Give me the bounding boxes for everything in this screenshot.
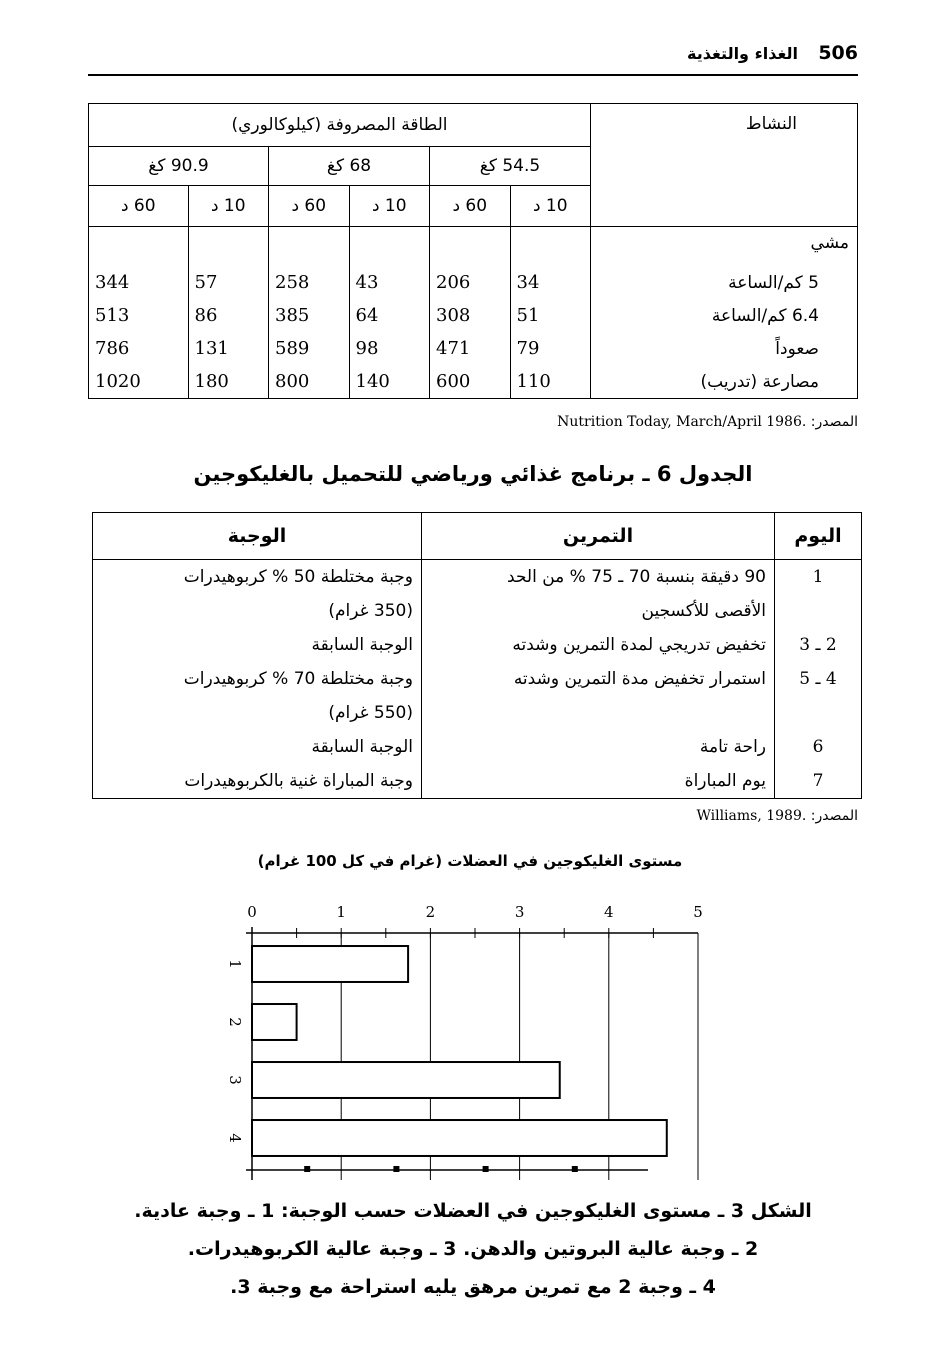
x-tick-label: 2 (425, 903, 436, 921)
chart-title: مستوى الغليكوجين في العضلات (غرام في كل 100 غرام) (257, 852, 683, 870)
exercise-header: التمرين (422, 513, 775, 560)
exercise-cell: تخفيض تدريجي لمدة التمرين وشدته (422, 628, 775, 662)
day-cell: 2 ـ 3 (775, 628, 862, 662)
day-cell: 6 (775, 730, 862, 764)
duration-header: 10 د (349, 186, 430, 227)
value-cell: 131 (188, 332, 269, 365)
x-tick-label: 5 (693, 903, 703, 921)
table-row (93, 730, 862, 764)
value-cell: 86 (188, 299, 269, 332)
x-tick-label: 1 (336, 903, 346, 921)
bar (252, 1062, 560, 1098)
value-cell: 140 (349, 365, 430, 399)
exercise-cell: استمرار تخفيض مدة التمرين وشدته (422, 662, 775, 696)
value-cell: 600 (430, 365, 511, 399)
meal-cell: وجبة المباراة غنية بالكربوهيدرات (93, 764, 422, 799)
source-label: المصدر: (810, 808, 858, 824)
activity-cell: 5 كم/الساعة (591, 266, 858, 299)
source-label: المصدر: (810, 414, 858, 430)
exercise-cell: الأقصى للأكسجين (422, 594, 775, 628)
table-row (89, 299, 858, 332)
page-number: 506 (818, 42, 858, 64)
energy-table (88, 103, 858, 399)
axis-marker (304, 1166, 310, 1172)
category-label: 3 (226, 1075, 244, 1085)
value-cell: 786 (89, 332, 189, 365)
table-row (93, 764, 862, 799)
weight-header: 68 كغ (269, 147, 430, 186)
day-cell (775, 696, 862, 730)
meal-cell: (550 غرام) (93, 696, 422, 730)
program-table (92, 512, 862, 799)
table-row (93, 594, 862, 628)
value-cell: 206 (430, 266, 511, 299)
duration-header: 10 د (188, 186, 269, 227)
meal-cell: الوجبة السابقة (93, 730, 422, 764)
activity-cell: 6.4 كم/الساعة (591, 299, 858, 332)
bar (252, 946, 408, 982)
energy-header: الطاقة المصروفة (كيلوكالوري) (89, 104, 591, 147)
source-text: Nutrition Today, March/April 1986. (557, 414, 807, 430)
value-cell: 344 (89, 266, 189, 299)
running-title: الغذاء والتغذية (687, 44, 798, 63)
day-cell (775, 594, 862, 628)
value-cell: 471 (430, 332, 511, 365)
activity-cell: صعوداً (591, 332, 858, 365)
duration-header: 10 د (510, 186, 591, 227)
x-tick-label: 3 (514, 903, 525, 921)
activity-header: النشاط (591, 104, 858, 227)
value-cell: 43 (349, 266, 430, 299)
meal-cell: وجبة مختلطة 50 % كربوهيدرات (93, 560, 422, 595)
exercise-cell: يوم المباراة (422, 764, 775, 799)
value-cell: 180 (188, 365, 269, 399)
table-row (93, 560, 862, 595)
table1-source (88, 414, 858, 430)
axis-marker (572, 1166, 578, 1172)
value-cell: 1020 (89, 365, 189, 399)
day-header: اليوم (775, 513, 862, 560)
meal-header: الوجبة (93, 513, 422, 560)
table-row (89, 332, 858, 365)
duration-header: 60 د (89, 186, 189, 227)
glycogen-bar-chart (200, 895, 740, 1195)
value-cell: 258 (269, 266, 350, 299)
activity-cell: مصارعة (تدريب) (591, 365, 858, 399)
x-tick-label: 0 (247, 903, 257, 921)
value-cell: 800 (269, 365, 350, 399)
value-cell: 589 (269, 332, 350, 365)
value-cell: 79 (510, 332, 591, 365)
meal-cell: (350 غرام) (93, 594, 422, 628)
page-header (88, 38, 858, 74)
value-cell: 513 (89, 299, 189, 332)
value-cell: 308 (430, 299, 511, 332)
day-cell: 7 (775, 764, 862, 799)
weight-header: 54.5 كغ (430, 147, 591, 186)
table-row (93, 696, 862, 730)
day-cell: 4 ـ 5 (775, 662, 862, 696)
value-cell: 64 (349, 299, 430, 332)
axis-marker (483, 1166, 489, 1172)
category-label: 4 (226, 1133, 244, 1143)
figure-caption-line3: 4 ـ وجبة 2 مع تمرين مرهق يليه استراحة مع وجبة 3. (230, 1276, 716, 1298)
day-cell: 1 (775, 560, 862, 595)
value-cell: 110 (510, 365, 591, 399)
duration-header: 60 د (269, 186, 350, 227)
bar (252, 1120, 667, 1156)
header-rule (88, 74, 858, 76)
figure-caption-line1: الشكل 3 ـ مستوى الغليكوجين في العضلات حسب الوجبة: 1 ـ وجبة عادية. (134, 1200, 812, 1222)
meal-cell: الوجبة السابقة (93, 628, 422, 662)
exercise-cell: 90 دقيقة بنسبة 70 ـ 75 % من الحد (422, 560, 775, 595)
table-row (93, 662, 862, 696)
value-cell: 98 (349, 332, 430, 365)
table-row (89, 365, 858, 399)
table2-title: الجدول 6 ـ برنامج غذائي ورياضي للتحميل بالغليكوجين (193, 462, 753, 486)
duration-header: 60 د (430, 186, 511, 227)
exercise-cell: راحة تامة (422, 730, 775, 764)
category-label: 1 (226, 959, 244, 969)
x-tick-label: 4 (604, 903, 614, 921)
category-label: 2 (226, 1017, 244, 1027)
value-cell: 57 (188, 266, 269, 299)
value-cell: 51 (510, 299, 591, 332)
figure-caption-line2: 2 ـ وجبة عالية البروتين والدهن. 3 ـ وجبة عالية الكربوهيدرات. (187, 1238, 759, 1260)
activity-group-label: مشي (591, 227, 858, 267)
value-cell: 34 (510, 266, 591, 299)
weight-header: 90.9 كغ (89, 147, 269, 186)
table-row (93, 628, 862, 662)
table2-source (88, 808, 858, 824)
bar (252, 1004, 297, 1040)
meal-cell: وجبة مختلطة 70 % كربوهيدرات (93, 662, 422, 696)
value-cell: 385 (269, 299, 350, 332)
source-text: Williams, 1989. (696, 808, 807, 824)
exercise-cell (422, 696, 775, 730)
axis-marker (393, 1166, 399, 1172)
table-row (89, 266, 858, 299)
